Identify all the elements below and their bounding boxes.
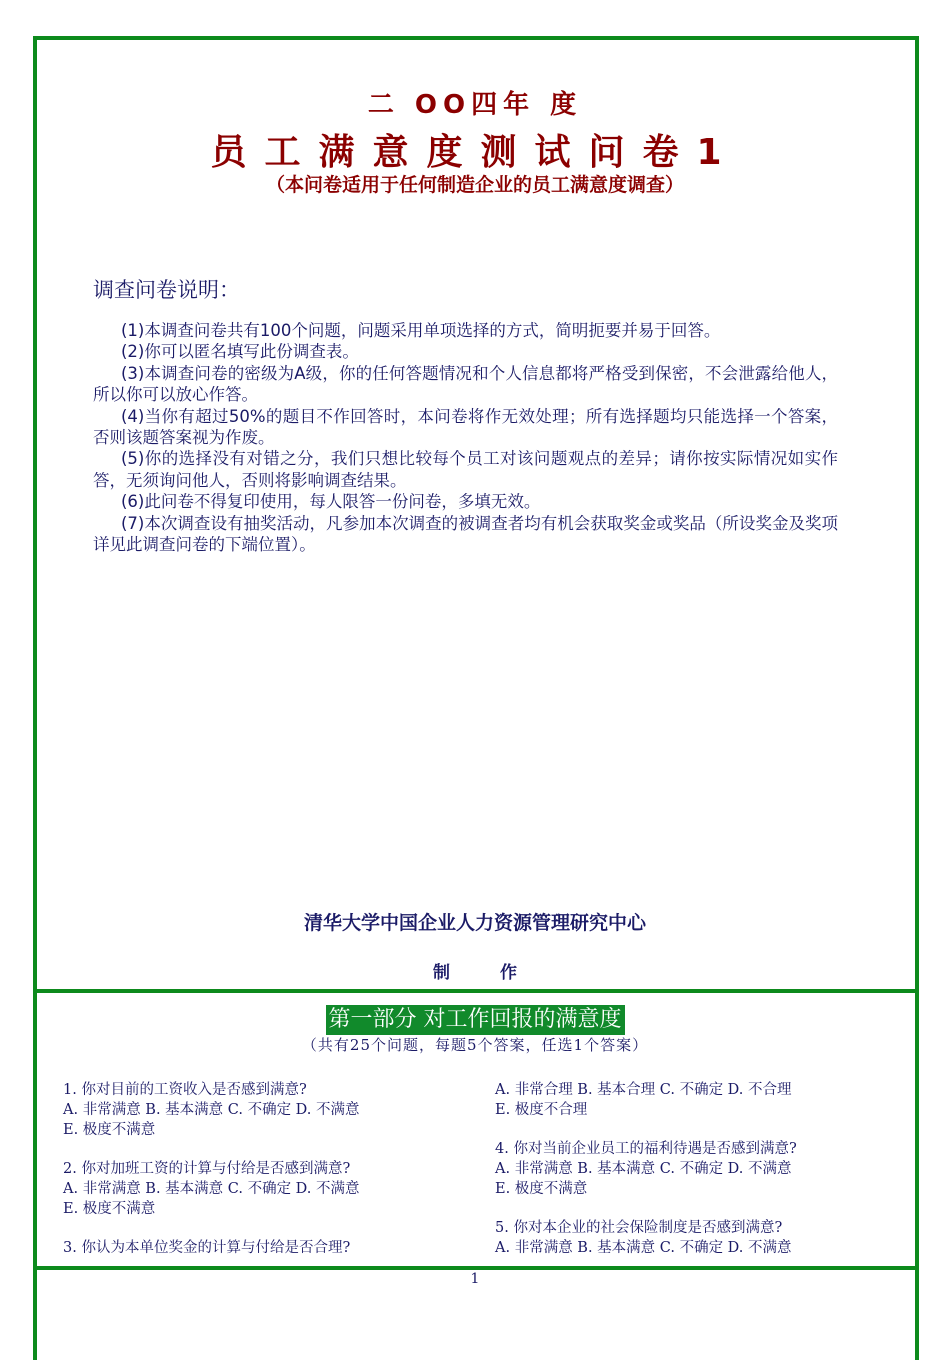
question-1-options-e[interactable]: E. 极度不满意 [63, 1122, 156, 1138]
organization-name: 清华大学中国企业人力资源管理研究中心 [303, 912, 646, 934]
questions-left-column [63, 1080, 473, 1258]
question-3-options[interactable]: A. 非常合理 B. 基本合理 C. 不确定 D. 不合理 [495, 1082, 792, 1098]
note-item: (1)本调查问卷共有100个问题，问题采用单项选择的方式，简明扼要并易于回答。 [121, 321, 721, 340]
question-4: 4. 你对当前企业员工的福利待遇是否感到满意? [495, 1141, 797, 1157]
question-1-options[interactable]: A. 非常满意 B. 基本满意 C. 不确定 D. 不满意 [63, 1102, 360, 1118]
page-number: 1 [470, 1271, 480, 1287]
question-4-options[interactable]: A. 非常满意 B. 基本满意 C. 不确定 D. 不满意 [495, 1161, 792, 1177]
survey-year: 二 OO四年 度 [367, 90, 583, 120]
note-item: (4)当你有超过50%的题目不作回答时，本问卷将作无效处理；所有选择题均只能选择一个答案，否则该题答案视为作废。 [93, 406, 838, 448]
notes-heading: 调查问卷说明： [93, 278, 240, 302]
part-banner [0, 1005, 950, 1035]
note-item: (6)此问卷不得复印使用，每人限答一份问卷，多填无效。 [121, 492, 541, 512]
made-by [0, 958, 950, 983]
note-item: (3)本调查问卷的密级为A级，你的任何答题情况和个人信息都将严格受到保密，不会泄露给他人，所以你可以放心作答。 [93, 363, 838, 405]
question-2: 2. 你对加班工资的计算与付给是否感到满意? [63, 1161, 351, 1177]
question-2-options-e[interactable]: E. 极度不满意 [63, 1201, 156, 1217]
note-item: (5)你的选择没有对错之分，我们只想比较每个员工对该问题观点的差异；请你按实际情况如实作答，无须询问他人，否则将影响调查结果。 [93, 449, 838, 490]
question-5-options[interactable]: A. 非常满意 B. 基本满意 C. 不确定 D. 不满意 [495, 1240, 792, 1256]
survey-title: 员工满意度测试问卷1 [210, 132, 740, 173]
question-3-options-e[interactable]: E. 极度不合理 [495, 1102, 588, 1118]
question-2-options[interactable]: A. 非常满意 B. 基本满意 C. 不确定 D. 不满意 [63, 1181, 360, 1197]
part-subtitle: （共有25个问题，每题5个答案，任选1个答案） [301, 1036, 649, 1054]
survey-subtitle: （本问卷适用于任何制造企业的员工满意度调查） [265, 174, 684, 196]
part-title: 第一部分 对工作回报的满意度 [326, 1005, 625, 1035]
question-1: 1. 你对目前的工资收入是否感到满意? [63, 1082, 307, 1098]
notes-list [93, 320, 838, 555]
made-by-left: 制 [433, 963, 450, 983]
note-item: (7)本次调查设有抽奖活动，凡参加本次调查的被调查者均有机会获取奖金或奖品（所设奖金及奖项详见此调查问卷的下端位置）。 [93, 513, 838, 555]
question-3: 3. 你认为本单位奖金的计算与付给是否合理? [63, 1240, 351, 1256]
note-item: (2)你可以匿名填写此份调查表。 [121, 342, 359, 362]
made-by-right: 作 [500, 963, 517, 983]
question-5: 5. 你对本企业的社会保险制度是否感到满意? [495, 1220, 783, 1236]
question-4-options-e[interactable]: E. 极度不满意 [495, 1181, 588, 1197]
questions-right-column [495, 1080, 905, 1258]
